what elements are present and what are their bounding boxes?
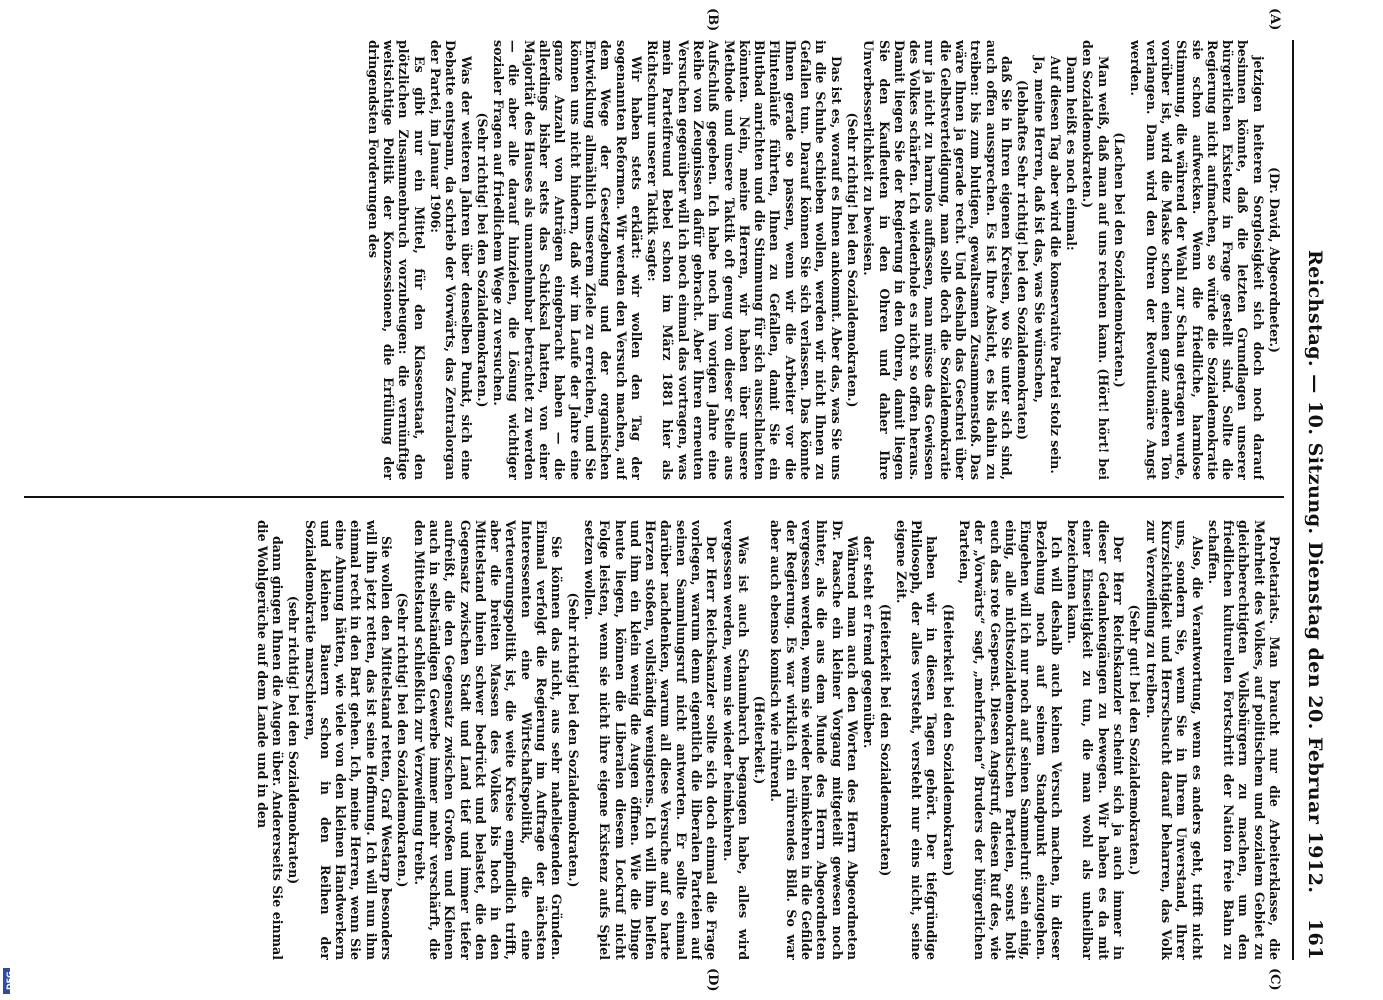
page-header: [1296, 40, 1326, 960]
margin-marker-d: (D): [705, 968, 720, 992]
paragraph: (Heiterkeit.): [752, 695, 768, 785]
column-divider: [24, 496, 1284, 498]
paragraph: Dann heißt es noch einmal:: [1064, 56, 1080, 251]
margin-marker-a: (A): [1267, 8, 1282, 31]
paragraph: Proletariats. Man braucht nur die Arbeiterklasse, die Mehrheit des Volkes, auf politischem und sozialem Gebiet zu gleichberechtigten Volksbürgern zu machen, um den friedlichen kulturellen Fortschritt der Nation freie Bahn zu schaffen.: [1205, 520, 1282, 960]
header-rule: [1292, 40, 1294, 960]
paragraph: jetzigen heiteren Sorglosigkeit sich doch noch darauf besinnen könnte, daß die letzten Grundlagen unserer bürgerlichen Existenz in Frage gestellt sind. Sollte die Regierung nicht aufmachen, so würde die Sozialdemokratie sie schon aufwecken. Wenn die friedliche, harmlose Stimmung, die während der Wahl zur Schau getragen wurde, vorüber ist, wird die Maske schon einen ganz anderen Ton verlangen. Dann wird den Ohren der Revolutionäre Angst werden.: [1128, 40, 1266, 480]
paragraph: (lebhaftes Sehr richtig! bei den Sozialdemokraten): [1015, 79, 1031, 441]
paragraph: Es gibt nur ein Mittel, für den Klassenstaat, den plötzlichen Zusammenbruch vorzubeugen: die vernünftige weitsichtige Politik der Konzessionen, die Erfüllung der dringendsten Forderungen des: [365, 40, 427, 480]
paragraph: Ich will deshalb auch keinen Versuch machen, in dieser Beziehung noch auf seinem Standpunkt einzugehen. Eingehen will ich nur noch auf seinen Sammelruf: sein einig, einig, alle nichtsozialdemokratischen Parteien, sonst holt euch das rote Gespenst. Diesen Angstruf, diesen Ruf des, wie der „Vorwärts“ sagt, „mehrfachen“ Bruders der bürgerlichen Parteien,: [957, 520, 1064, 960]
paragraph: haben wir in diesen Tagen gehört. Der tiefgründige Philosoph, der alles versteht, versteht nur eins nicht, seine eigene Zeit.: [893, 520, 940, 960]
paragraph: Ja, meine Herren, daß ist das, was Sie wünschen,: [1031, 56, 1047, 403]
paragraph: Der Herr Reichskanzler scheint sich ja auch immer in dieser Gedankengängen zu bewegen. Wir haben es da mit einer Einseitigkeit zu tun, die man wohl als unheilbar bezeichnen kann.: [1065, 520, 1127, 960]
paragraph: Der Herr Reichskanzler sollte sich doch einmal die Frage vorlegen, warum denn eigentlich die liberalen Parteien auf seinen Sammlungsruf nicht antworten. Er sollte einmal darüber nachdenken, warum all diese Versuche auf so harte Herzen stoßen, vollständig wenigstens. Ich will ihm helfen und ihm ein klein wenig die Augen öffnen. Wie die Dinge heute liegen, können die Liberalen diesem Lockruf nicht Folge leisten, wenn sie nicht ihre eigene Existenz aufs Spiel setzen wollen.: [581, 520, 720, 960]
paragraph: (Dr. David, Abgeordneter.): [1267, 167, 1282, 353]
paragraph: (Sehr richtig! bei den Sozialdemokraten.): [565, 592, 581, 888]
paragraph: (Heiterkeit bei den Sozialdemokraten): [877, 603, 893, 877]
right-column: [32, 520, 1282, 960]
paragraph: Das ist es, worauf es Ihnen ankommt. Aber das, was Sie uns in die Schuhe schieben wollen, werden wir nicht Ihnen zu Gefallen tun. Darauf können Sie sich verlassen. Das könnte Ihnen gerade so passen, wenn wir die Arbeiter vor die Flintenläufe führten, Ihnen zu Gefallen, damit Sie ein Blutbad anrichten und die Stimmung für sich ausschlachten könnten. Nein, meine Herren, wir haben über unsere Methode und unsere Taktik oft genug von dieser Stelle aus Aufschluß gegeben. Ich habe noch im vorigen Jahre eine Reihe von Zeugnissen dafür gebracht. Aber Ihren erneuten Versuchen gegenüber will ich noch einmal das vortragen, was mein Parteifreund Bebel schon im März 1881 hier als Richtschnur unserer Taktik sagte:: [645, 40, 844, 480]
page-title: Reichstag. — 10. Sitzung. Dienstag den 20. Februar 1912.: [1304, 250, 1326, 894]
paragraph: dann gingen Ihnen die Augen über. Andererseits Sie einmal die Wohlgerüche auf dem Lande und in den: [254, 520, 285, 960]
margin-marker-b: (B): [705, 8, 720, 32]
paragraph: der steht er fremd gegenüber.: [861, 536, 877, 749]
paragraph: Auf diesen Tag aber wird die konservative Partei stolz sein.: [1047, 56, 1063, 474]
left-column: [32, 40, 1282, 480]
paragraph: Was der weiteren Jahren über denselben Punkt, sich eine Debatte entspann, da schrieb der Vorwärts, das Zentralorgan der Partei, im Januar 1906:: [427, 40, 474, 480]
paragraph: Was ist auch Schaumbarch begangen habe, alles wird vergessen werden, wenn sie wieder heimkehren.: [720, 520, 751, 960]
paragraph: (sehr richtig! bei den Sozialdemokraten): [286, 595, 302, 885]
paragraph: Sie können das nicht, aus sehr naheliegenden Gründen. Einmal verfolgt die Regierung im Auftrage der nächsten Interessenten eine Wirtschaftspolitik, die eine Verteuerungspolitik ist, die weite Kreise empfindlich trifft, aber die breiten Massen des Volkes bis hoch in den Mittelstand hinein schwer bedrückt und belastet, die den Gegensatz zwischen Stadt und Land tief und immer tiefer aufreißt, die den Gegensatz zwischen Großen und Kleinen auch in selbständigen Gewerbe immer mehr verschärft, die den Mittelstand schließlich zur Verzweiflung treibt.: [411, 520, 565, 960]
paragraph: (Sehr gut! bei den Sozialdemokraten.): [1127, 604, 1143, 876]
paragraph: (Sehr richtig! bei den Sozialdemokraten.): [395, 592, 411, 888]
margin-marker-c: (C): [1267, 968, 1282, 991]
paragraph: (Heiterkeit bei den Sozialdemokraten): [940, 603, 956, 877]
paragraph: (Lachen bei den Sozialdemokraten.): [1112, 132, 1128, 388]
newspaper-page: [10, 0, 1340, 1000]
paragraph: Sie wollen den Mittelstand retten, Graf Westarp besonders will ihn jetzt retten, das ist seine Hoffnung. Ich will nun ihm einmal recht in den Bart gehen. Ich, meine Herren, wenn Sie eine Ahnung hätten, wie viele von den kleinen Handwerkern und kleinen Bauern schon in den Reihen der Sozialdemokratie marschieren,: [302, 520, 395, 960]
paragraph: Wir haben stets erklärt: wir wollen den Tag der sogenannten Reformen. Wir werden den Versuch machen, auf dem Wege der Gesetzgebung und der organischen Entwicklung allmählich unserem Ziele zu erreichen, und Sie können uns nicht hindern, daß wir im Laufe der Jahre eine ganze Anzahl von Anträgen eingebracht haben — die allerdings bisher stets das Schicksal hatten, von einer Majorität des Hauses als unannehmbar betrachtet zu werden — die aber alle darauf hinzielen, die Lösung wichtiger sozialer Fragen auf friedlichem Wege zu versuchen.: [491, 40, 644, 480]
paragraph: Also, die Verantwortung, wenn es anders geht, trifft nicht uns, sondern Sie, wenn Sie in Ihrem Unverstand, Ihrer Kurzsichtigkeit und Herrschsucht darauf beharren, das Volk zur Verzweiflung zu treiben.: [1143, 520, 1205, 960]
paragraph: (Sehr richtig! bei den Sozialdemokraten.): [474, 112, 490, 408]
paragraph: (Sehr richtig! bei den Sozialdemokraten.): [844, 112, 860, 408]
page-number: 161: [1304, 918, 1326, 960]
paragraph: Man weiß, daß man auf uns rechnen kann. (Hört! hört! bei den Sozialdemokraten.): [1080, 40, 1111, 480]
paragraph: daß Sie in Ihren eigenen Kreisen, wo Sie unter sich sind, auch offen aussprechen. Es ist Ihre Absicht, es bis dahin zu treiben: bis zum blutigen, gewaltsamen Zusammenstoß. Das wäre Ihnen ja gerade recht. Und deshalb das Geschrei über die Gelbstverteidigung, man solle doch die Sozialdemokratie nur ja nicht zu harmlos auffassen, man müsse das Gewissen des Volkes schärfen. Ich wiederhole es nicht so offen heraus. Damit liegen Sie der Regierung in den Ohren, damit liegen Sie den Kaufleuten in den Ohren und daher Ihre Unverbesserlichkeit zu beweisen.: [861, 40, 1014, 480]
paragraph: Während man auch den Worten des Herrn Abgeordneten Dr. Paasche ein kleiner Vorgang mitgeteilt gewesen noch hinter, als die aus dem Munde des Herrn Abgeordneten vergessen werden, wenn sie wieder heimkehren in die Gefilde der Regierung. Es war wirklich ein rührendes Bild. So war aber auch ebenso komisch wie rührend.: [768, 520, 860, 960]
